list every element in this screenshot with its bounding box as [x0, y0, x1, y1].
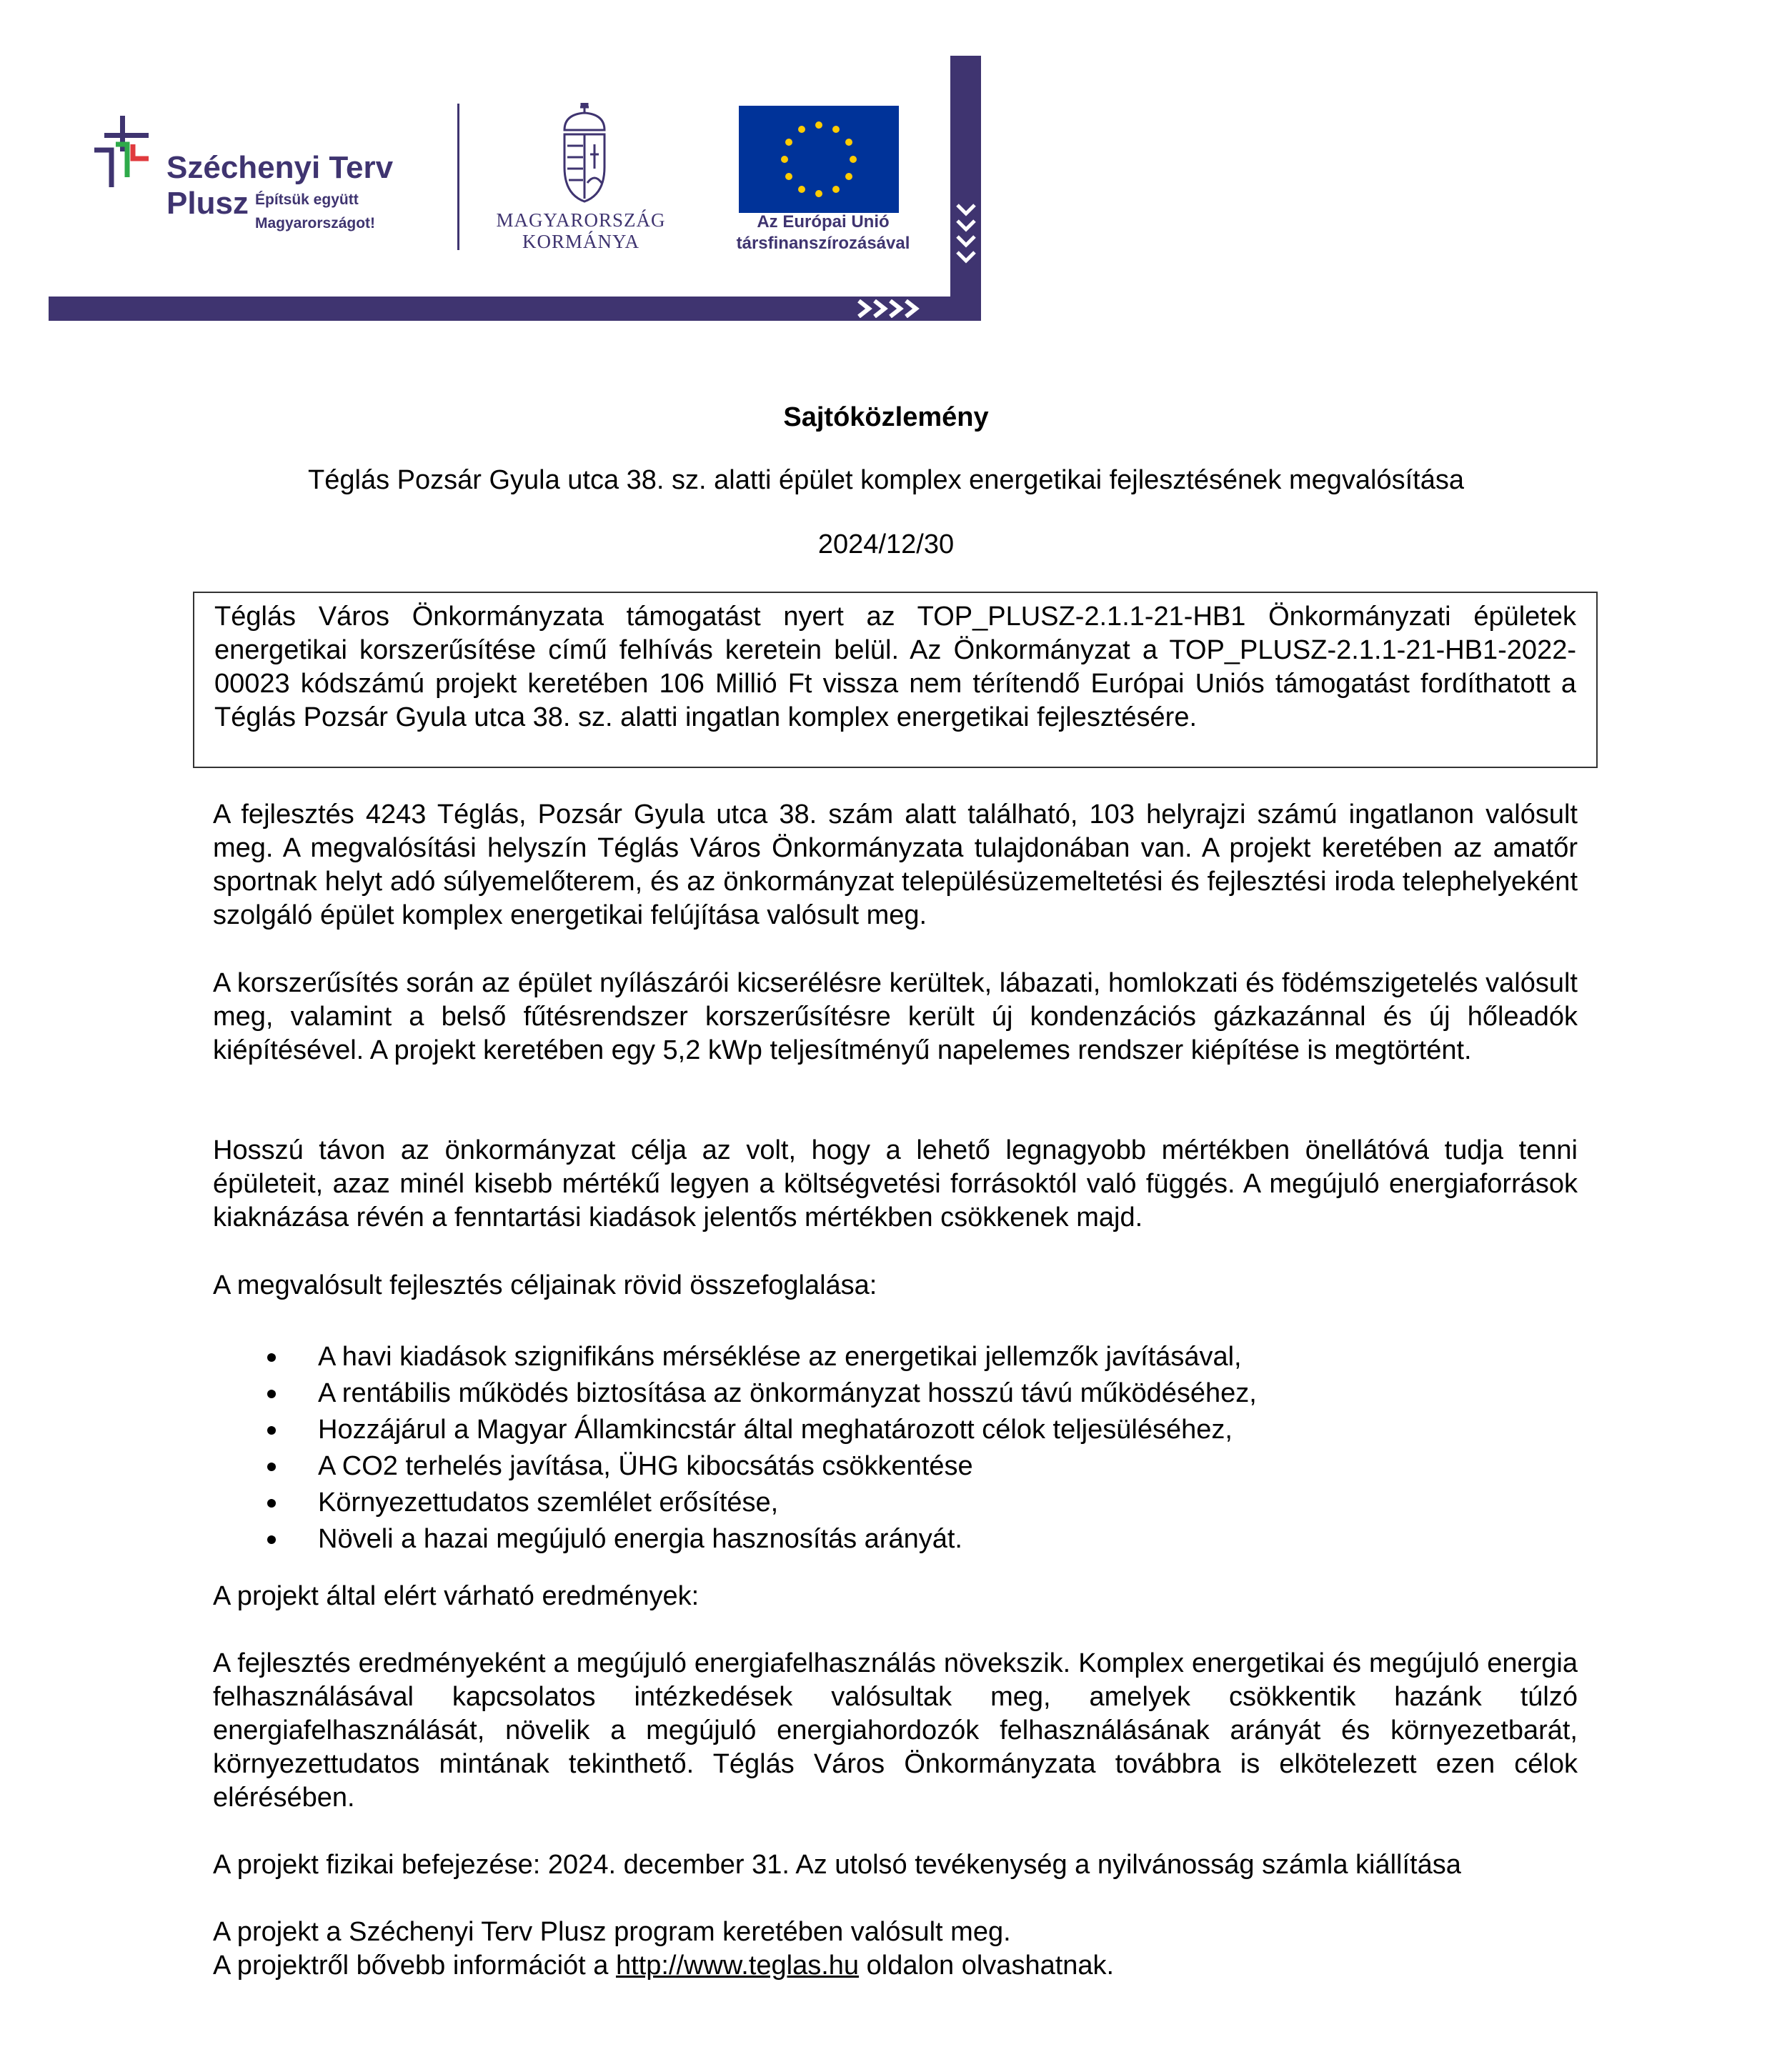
paragraph-goals: Hosszú távon az önkormányzat célja az volt, hogy a lehető legnagyobb mértékben önellátóvá tudja tenni épületeit, azaz minél kisebb mértékű legyen a költségvetési forrásoktól való függés. A megújuló energiaforrások kiaknázása révén a fenntartási kiadások jelentős mértékben csökkenek majd.	[213, 1135, 1578, 1232]
document-date: 2024/12/30	[817, 529, 955, 559]
list-item: Környezettudatos szemlélet erősítése,	[213, 1485, 1578, 1521]
eu-logo-text	[723, 211, 923, 254]
list-item: Növeli a hazai megújuló energia hasznosítás arányát.	[213, 1521, 1578, 1558]
logo-plus: Plusz	[166, 186, 249, 221]
logo-divider	[457, 104, 459, 250]
document-subtitle: Téglás Pozsár Gyula utca 38. sz. alatti épület komplex energetikai fejlesztésének megvalósítása	[308, 465, 1464, 495]
list-item: Hozzájárul a Magyar Államkincstár által meghatározott célok teljesüléséhez,	[213, 1412, 1578, 1448]
eu-line1: Az Európai Unió	[757, 212, 890, 231]
summary-box: Téglás Város Önkormányzata támogatást nyert az TOP_PLUSZ-2.1.1-21-HB1 Önkormányzati épületek energetikai korszerűsítése című felhívás keretein belül. Az Önkormányzat a TOP_PLUSZ-2.1.1-21-HB1-2022-00023 kódszámú projekt keretében 106 Millió Ft vissza nem térítendő Európai Uniós támogatást fordíthatott a Téglás Pozsár Gyula utca 38. sz. alatti ingatlan komplex energetikai fejlesztésére.	[193, 592, 1598, 768]
logo-slogan-line1: Építsük együtt	[255, 191, 359, 208]
banner-horizontal-stripe	[49, 297, 981, 321]
results-paragraph: A fejlesztés eredményeként a megújuló energiafelhasználás növekszik. Komplex energetikai és megújuló energia felhasználásával kapcsolatos intézkedések valósultak meg, amelyek csökkentik hazánk túlzó energiafelhasználását, növelik a megújuló energiahordozók felhasználásának arányát és környezetbarát, környezettudatos mintának tekinthető. Téglás Város Önkormányzata továbbra is elkötelezett ezen célok elérésében.	[213, 1648, 1578, 1813]
list-item: A rentábilis működés biztosítása az önkormányzat hosszú távú működéséhez,	[213, 1375, 1578, 1412]
szechenyi-terv-plusz-logo	[166, 150, 424, 233]
logo-slogan-line2: Magyarországot!	[255, 215, 376, 231]
closing-completion: A projekt fizikai befejezése: 2024. december 31. Az utolsó tevékenység a nyilvánosság számla kiállítása	[213, 1850, 1461, 1880]
closing-info: A projektről bővebb információt a http://www.teglas.hu oldalon olvashatnak.	[213, 1951, 1115, 1981]
bullet-icon	[267, 1426, 276, 1435]
list-item: A CO2 terhelés javítása, ÜHG kibocsátás csökkentése	[213, 1448, 1578, 1485]
logo-title: Széchenyi Terv	[166, 150, 394, 185]
goals-list	[213, 1339, 1578, 1558]
government-line2: KORMÁNYA	[522, 231, 639, 252]
bullet-icon	[267, 1390, 276, 1398]
banner-vertical-stripe	[950, 56, 981, 321]
list-item: A havi kiadások szignifikáns mérséklése az energetikai jellemzők javításával,	[213, 1339, 1578, 1375]
banner-chevrons-right-icon	[856, 297, 935, 321]
paragraph-works: A korszerűsítés során az épület nyílászárói kicserélésre kerültek, lábazati, homlokzati és födémszigetelés valósult meg, valamint a belső fűtésrendszer korszerűsítésre került új kondenzációs gázkazánnal és új hőleadók kiépítésével. A projekt keretében egy 5,2 kWp teljesítményű napelemes rendszer kiépítése is megtörtént.	[213, 968, 1578, 1065]
government-logo-text	[492, 209, 670, 252]
header-banner	[49, 56, 981, 324]
banner-chevrons-down-icon	[950, 202, 981, 274]
bullet-icon	[267, 1353, 276, 1362]
document-heading: Sajtóközlemény	[783, 402, 989, 432]
szechenyi-cross-icon	[94, 116, 166, 191]
eu-flag-icon	[739, 106, 899, 213]
closing-program: A projekt a Széchenyi Terv Plusz program keretében valósult meg.	[213, 1917, 1011, 1947]
paragraph-summary-intro: A megvalósult fejlesztés céljainak rövid összefoglalása:	[213, 1270, 877, 1300]
bullet-icon	[267, 1535, 276, 1544]
website-link[interactable]: http://www.teglas.hu	[615, 1951, 860, 1981]
government-line1: MAGYARORSZÁG	[496, 209, 666, 231]
eu-line2: társfinanszírozásával	[736, 234, 910, 253]
results-heading: A projekt által elért várható eredmények:	[213, 1581, 700, 1611]
coat-of-arms-icon	[557, 103, 612, 206]
bullet-icon	[267, 1463, 276, 1471]
bullet-icon	[267, 1499, 276, 1508]
paragraph-location: A fejlesztés 4243 Téglás, Pozsár Gyula utca 38. szám alatt található, 103 helyrajzi számú ingatlanon valósult meg. A megvalósítási helyszín Téglás Város Önkormányzata tulajdonában van. A projekt keretében az amatőr sportnak helyt adó súlyemelőterem, és az önkormányzat településüzemeltetési és fejlesztési iroda telephelyeként szolgáló épület komplex energetikai felújítása valósult meg.	[213, 800, 1578, 930]
